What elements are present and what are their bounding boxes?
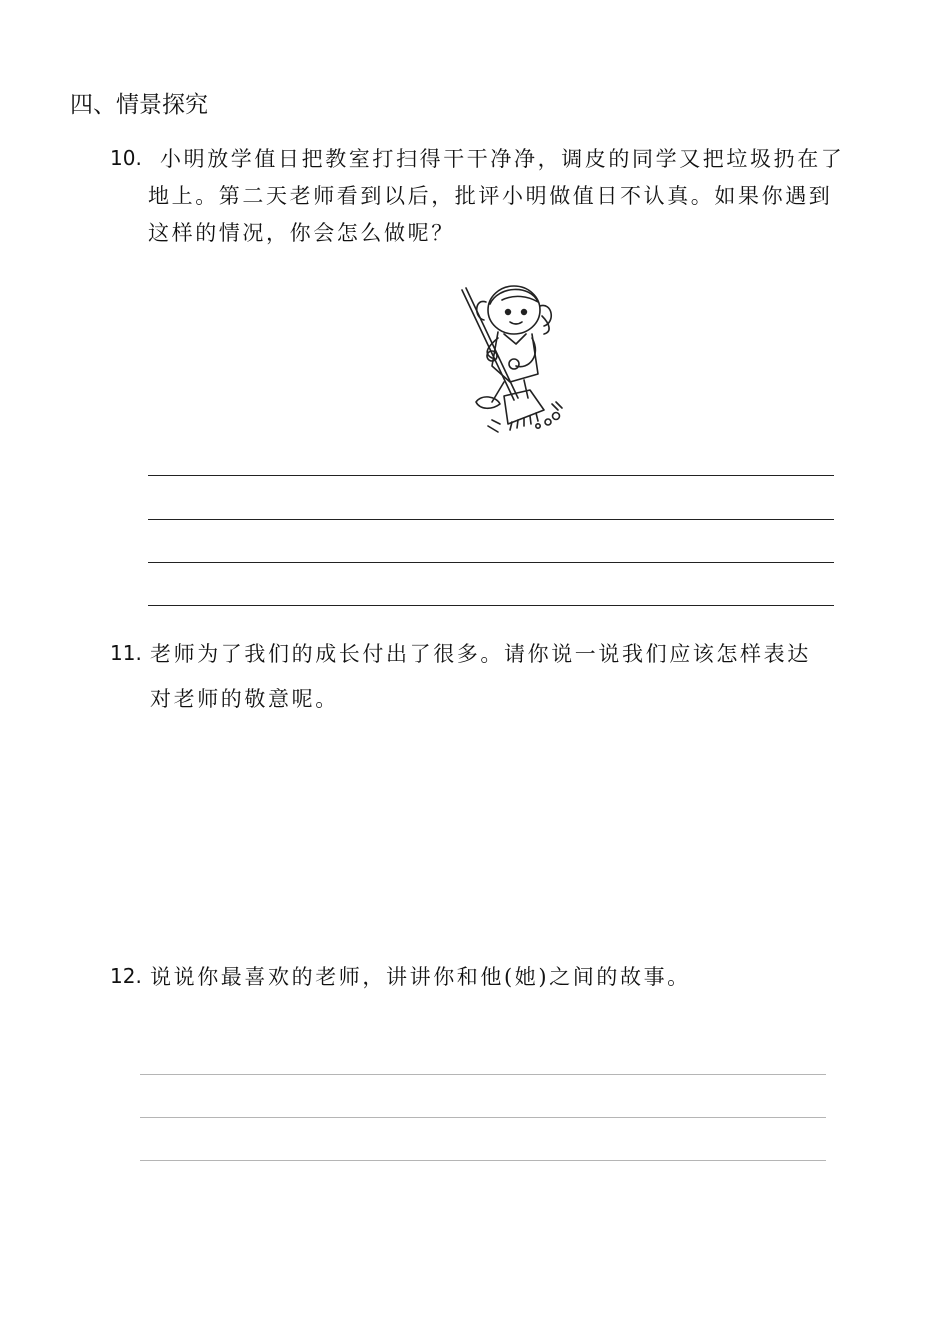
- question-number: 12.: [110, 964, 142, 988]
- section-heading: 四、情景探究: [70, 92, 208, 118]
- answer-line[interactable]: [140, 1074, 826, 1075]
- question-text-line: 这样的情况，你会怎么做呢？: [148, 221, 455, 245]
- question-text-line: 老师为了我们的成长付出了很多。请你说一说我们应该怎样表达: [150, 642, 811, 666]
- question-text-line: 地上。第二天老师看到以后，批评小明做值日不认真。如果你遇到: [148, 184, 833, 208]
- answer-line[interactable]: [148, 519, 834, 520]
- answer-line[interactable]: [140, 1160, 826, 1161]
- answer-line[interactable]: [140, 1117, 826, 1118]
- question-text-line: 小明放学值日把教室打扫得干干净净，调皮的同学又把垃圾扔在了: [160, 147, 845, 171]
- answer-line[interactable]: [148, 605, 834, 606]
- answer-line[interactable]: [148, 562, 834, 563]
- answer-line[interactable]: [148, 475, 834, 476]
- girl-sweeping-illustration: [452, 262, 572, 444]
- question-number: 11.: [110, 641, 142, 665]
- question-text-line: 说说你最喜欢的老师，讲讲你和他(她)之间的故事。: [150, 965, 691, 989]
- question-text-line: 对老师的敬意呢。: [150, 687, 339, 711]
- question-number: 10.: [110, 146, 142, 170]
